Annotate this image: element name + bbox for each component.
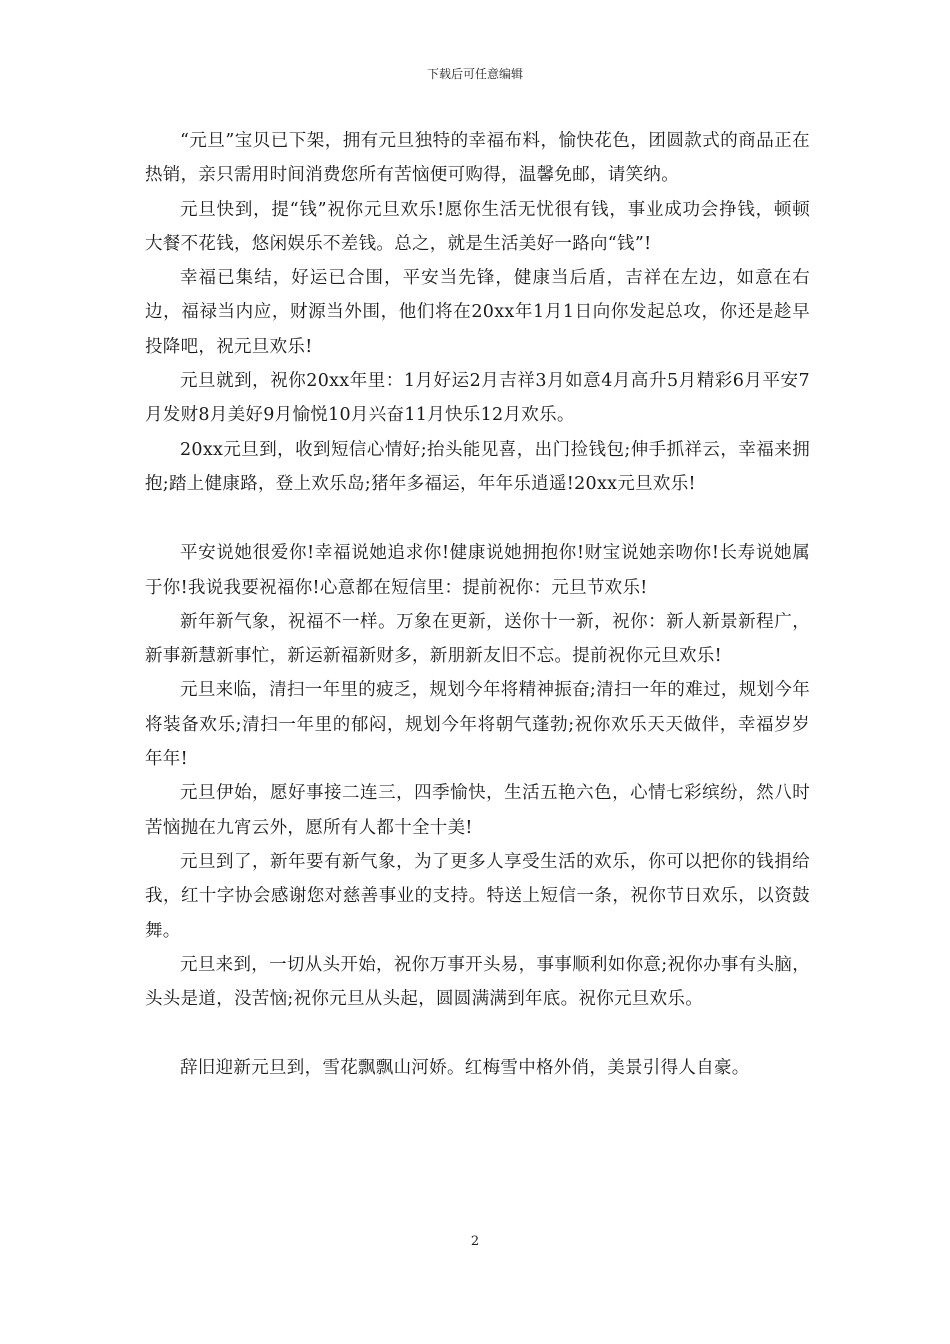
paragraph-4: 元旦就到，祝你20xx年里：1月好运2月吉祥3月如意4月高升5月精彩6月平安7月发财8月美好9月愉悦10月兴奋11月快乐12月欢乐。: [145, 371, 810, 426]
paragraph-gap: [145, 501, 810, 536]
paragraph-gap: [145, 1016, 810, 1051]
paragraph-11: 元旦来到，一切从头开始，祝你万事开头易，事事顺利如你意;祝你办事有头脑，头头是道，没苦恼;祝你元旦从头起，圆圆满满到年底。祝你元旦欢乐。: [145, 954, 810, 1010]
paragraph-1: “元旦”宝贝已下架，拥有元旦独特的幸福布料，愉快花色，团圆款式的商品正在热销，亲只需用时间消费您所有苦恼便可购得，温馨免邮，请笑纳。: [145, 131, 810, 186]
document-body: [145, 124, 810, 1086]
paragraph-6: 平安说她很爱你!幸福说她追求你!健康说她拥抱你!财宝说她亲吻你!长寿说她属于你!我说我要祝福你!心意都在短信里：提前祝你：元旦节欢乐!: [145, 543, 810, 598]
paragraph-2: 元旦快到，提“钱”祝你元旦欢乐!愿你生活无忧很有钱，事业成功会挣钱，顿顿大餐不花钱，悠闲娱乐不差钱。总之，就是生活美好一路向“钱”!: [145, 199, 810, 254]
paragraph-5: 20xx元旦到，收到短信心情好;抬头能见喜，出门捡钱包;伸手抓祥云，幸福来拥抱;踏上健康路，登上欢乐岛;猪年多福运，年年乐逍遥!20xx元旦欢乐!: [145, 439, 810, 494]
paragraph-8: 元旦来临，清扫一年里的疲乏，规划今年将精神振奋;清扫一年的难过，规划今年将装备欢乐;清扫一年里的郁闷，规划今年将朝气蓬勃;祝你欢乐天天做伴，幸福岁岁年年!: [145, 680, 810, 770]
page-header: 下载后可任意编辑: [426, 67, 523, 81]
paragraph-10: 元旦到了，新年要有新气象，为了更多人享受生活的欢乐，你可以把你的钱捐给我，红十字协会感谢您对慈善事业的支持。特送上短信一条，祝你节日欢乐，以资鼓舞。: [145, 851, 810, 941]
paragraph-3: 幸福已集结，好运已合围，平安当先锋，健康当后盾，吉祥在左边，如意在右边，福禄当内应，财源当外围，他们将在20xx年1月1日向你发起总攻，你还是趁早投降吧，祝元旦欢乐!: [145, 268, 810, 357]
paragraph-12: 辞旧迎新元旦到，雪花飘飘山河娇。红梅雪中格外俏，美景引得人自豪。: [180, 1058, 750, 1079]
paragraph-7: 新年新气象，祝福不一样。万象在更新，送你十一新，祝你：新人新景新程广，新事新慧新事忙，新运新福新财多，新朋新友旧不忘。提前祝你元旦欢乐!: [145, 611, 810, 667]
paragraph-9: 元旦伊始，愿好事接二连三，四季愉快，生活五艳六色，心情七彩缤纷，然八时苦恼抛在九宵云外，愿所有人都十全十美!: [145, 783, 810, 838]
page-number: 2: [470, 1234, 480, 1249]
